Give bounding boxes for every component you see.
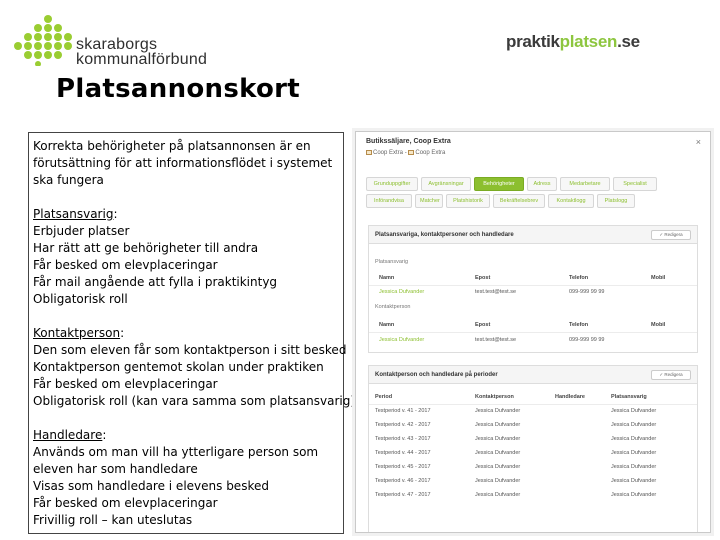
column-header: Mobil bbox=[651, 322, 666, 328]
table-cell-responsible: Jessica Dufvander bbox=[611, 422, 657, 428]
table-cell-responsible: Jessica Dufvander bbox=[611, 492, 657, 498]
table-cell-period: Testperiod v. 43 - 2017 bbox=[375, 436, 431, 442]
skaraborgs-logo-text bbox=[76, 37, 207, 67]
tab-bekraftelsebrev[interactable]: Bekräftelsebrev bbox=[493, 194, 545, 208]
listing-subtitle: Coop Extra - Coop Extra bbox=[366, 150, 445, 156]
edit-button[interactable]: ✓ Redigera bbox=[651, 370, 691, 380]
table-cell-contact: Jessica Dufvander bbox=[475, 478, 521, 484]
building-icon bbox=[366, 150, 372, 155]
table-cell-period: Testperiod v. 44 - 2017 bbox=[375, 450, 431, 456]
logo-line-1: skaraborgs bbox=[76, 36, 158, 53]
column-header: Telefon bbox=[569, 275, 589, 281]
column-header: Epost bbox=[475, 322, 491, 328]
table-cell-name[interactable]: Jessica Dufvander bbox=[379, 337, 425, 343]
tab-behorigheter[interactable]: Behörigheter bbox=[474, 177, 524, 191]
platsansvarig-line: Erbjuder platser bbox=[33, 224, 130, 238]
tab-inforandvisa[interactable]: Införandvisa bbox=[366, 194, 412, 208]
tab-adress[interactable]: Adress bbox=[527, 177, 557, 191]
responsibles-panel-header bbox=[369, 226, 697, 244]
roles-description-box bbox=[28, 132, 356, 534]
intro-text bbox=[33, 138, 343, 189]
section-platsansvarig: Platsansvarig bbox=[375, 259, 409, 265]
brand-part-3: .se bbox=[617, 32, 640, 51]
tab-grunduppgifter[interactable]: Grunduppgifter bbox=[366, 177, 418, 191]
column-header: Platsansvarig bbox=[611, 394, 647, 400]
table-cell-responsible: Jessica Dufvander bbox=[611, 436, 657, 442]
handledare-title: Handledare bbox=[33, 428, 103, 442]
column-header: Telefon bbox=[569, 322, 589, 328]
handledare-line: Visas som handledare i elevens besked bbox=[33, 479, 269, 493]
tab-platshistorik[interactable]: Platshistorik bbox=[446, 194, 490, 208]
kontaktperson-line: Den som eleven får som kontaktperson i sitt besked bbox=[33, 343, 347, 357]
table-cell-email: test.test@test.se bbox=[475, 289, 517, 295]
platsansvarig-heading: Platsansvarig: bbox=[33, 207, 118, 221]
skaraborgs-logo-icon bbox=[12, 14, 84, 66]
platsansvarig-line: Obligatorisk roll bbox=[33, 292, 128, 306]
kontaktperson-heading: Kontaktperson: bbox=[33, 326, 125, 340]
kontaktperson-line: Kontaktperson gentemot skolan under praktiken bbox=[33, 360, 324, 374]
table-cell-period: Testperiod v. 41 - 2017 bbox=[375, 408, 431, 414]
close-icon[interactable]: × bbox=[695, 137, 701, 147]
tab-medarbetare[interactable]: Medarbetare bbox=[560, 177, 610, 191]
handledare-line: Får besked om elevplaceringar bbox=[33, 496, 218, 510]
handledare-line: eleven har som handledare bbox=[33, 462, 198, 476]
slide-title: Platsannonskort bbox=[56, 74, 301, 104]
platsansvarig-line: Har rätt att ge behörigheter till andra bbox=[33, 241, 259, 255]
column-header: Namn bbox=[379, 322, 395, 328]
brand-part-2: platsen bbox=[559, 32, 618, 51]
building-icon bbox=[408, 150, 414, 155]
table-cell-responsible: Jessica Dufvander bbox=[611, 464, 657, 470]
praktikplatsen-logo bbox=[506, 32, 640, 52]
logo-line-2: kommunalförbund bbox=[76, 51, 208, 68]
kontaktperson-title: Kontaktperson bbox=[33, 326, 121, 340]
table-cell-period: Testperiod v. 42 - 2017 bbox=[375, 422, 431, 428]
tab-kontaktlogg[interactable]: Kontaktlogg bbox=[548, 194, 594, 208]
table-cell-contact: Jessica Dufvander bbox=[475, 436, 521, 442]
table-cell-contact: Jessica Dufvander bbox=[475, 450, 521, 456]
table-cell-email: test.test@test.se bbox=[475, 337, 517, 343]
table-cell-phone: 099-999 99 99 bbox=[569, 337, 605, 343]
column-header: Epost bbox=[475, 275, 491, 281]
table-cell-phone: 099-999 99 99 bbox=[569, 289, 605, 295]
section-kontaktperson: Kontaktperson bbox=[375, 304, 411, 310]
platsansvarig-title: Platsansvarig bbox=[33, 207, 114, 221]
table-cell-responsible: Jessica Dufvander bbox=[611, 408, 657, 414]
table-cell-period: Testperiod v. 46 - 2017 bbox=[375, 478, 431, 484]
intro-line: förutsättning för att informationsflödet i systemet bbox=[33, 156, 333, 170]
handledare-line: Frivillig roll – kan uteslutas bbox=[33, 513, 193, 527]
column-header: Mobil bbox=[651, 275, 666, 281]
intro-line: ska fungera bbox=[33, 173, 104, 187]
company-link[interactable]: Coop Extra bbox=[373, 150, 404, 157]
table-cell-contact: Jessica Dufvander bbox=[475, 422, 521, 428]
table-cell-contact: Jessica Dufvander bbox=[475, 408, 521, 414]
kontaktperson-line: Får besked om elevplaceringar bbox=[33, 377, 218, 391]
table-cell-responsible: Jessica Dufvander bbox=[611, 450, 657, 456]
table-cell-name[interactable]: Jessica Dufvander bbox=[379, 289, 425, 295]
edit-button[interactable]: ✓ Redigera bbox=[651, 230, 691, 240]
panel-title: Kontaktperson och handledare på perioder bbox=[375, 372, 498, 378]
periods-panel bbox=[368, 365, 698, 533]
tab-matcher[interactable]: Matcher bbox=[415, 194, 443, 208]
platsansvarig-line: Får mail angående att fylla i praktikintyg bbox=[33, 275, 278, 289]
panel-title: Platsansvariga, kontaktpersoner och handledare bbox=[375, 232, 514, 238]
handledare-heading: Handledare: bbox=[33, 428, 107, 442]
platsansvarig-line: Får besked om elevplaceringar bbox=[33, 258, 218, 272]
table-cell-contact: Jessica Dufvander bbox=[475, 492, 521, 498]
table-cell-responsible: Jessica Dufvander bbox=[611, 478, 657, 484]
column-header: Period bbox=[375, 394, 393, 400]
table-cell-period: Testperiod v. 45 - 2017 bbox=[375, 464, 431, 470]
responsibles-panel bbox=[368, 225, 698, 353]
tab-row-2 bbox=[366, 194, 635, 208]
workplace-link[interactable]: Coop Extra bbox=[415, 150, 446, 157]
table-cell-contact: Jessica Dufvander bbox=[475, 464, 521, 470]
listing-title: Butikssäljare, Coop Extra bbox=[366, 138, 451, 145]
brand-part-1: praktik bbox=[506, 32, 560, 51]
column-header: Namn bbox=[379, 275, 395, 281]
kontaktperson-line: Obligatorisk roll (kan vara samma som platsansvarig) bbox=[33, 394, 356, 408]
system-screenshot bbox=[355, 131, 711, 533]
table-cell-period: Testperiod v. 47 - 2017 bbox=[375, 492, 431, 498]
tab-row-1 bbox=[366, 177, 657, 191]
tab-specialist[interactable]: Specialist bbox=[613, 177, 657, 191]
column-header: Kontaktperson bbox=[475, 394, 514, 400]
column-header: Handledare bbox=[555, 394, 585, 400]
handledare-line: Används om man vill ha ytterligare person som bbox=[33, 445, 319, 459]
intro-line: Korrekta behörigheter på platsannonsen är en bbox=[33, 139, 311, 153]
tab-avgransningar[interactable]: Avgränsningar bbox=[421, 177, 471, 191]
periods-panel-header bbox=[369, 366, 697, 384]
tab-platslogg[interactable]: Platslogg bbox=[597, 194, 635, 208]
